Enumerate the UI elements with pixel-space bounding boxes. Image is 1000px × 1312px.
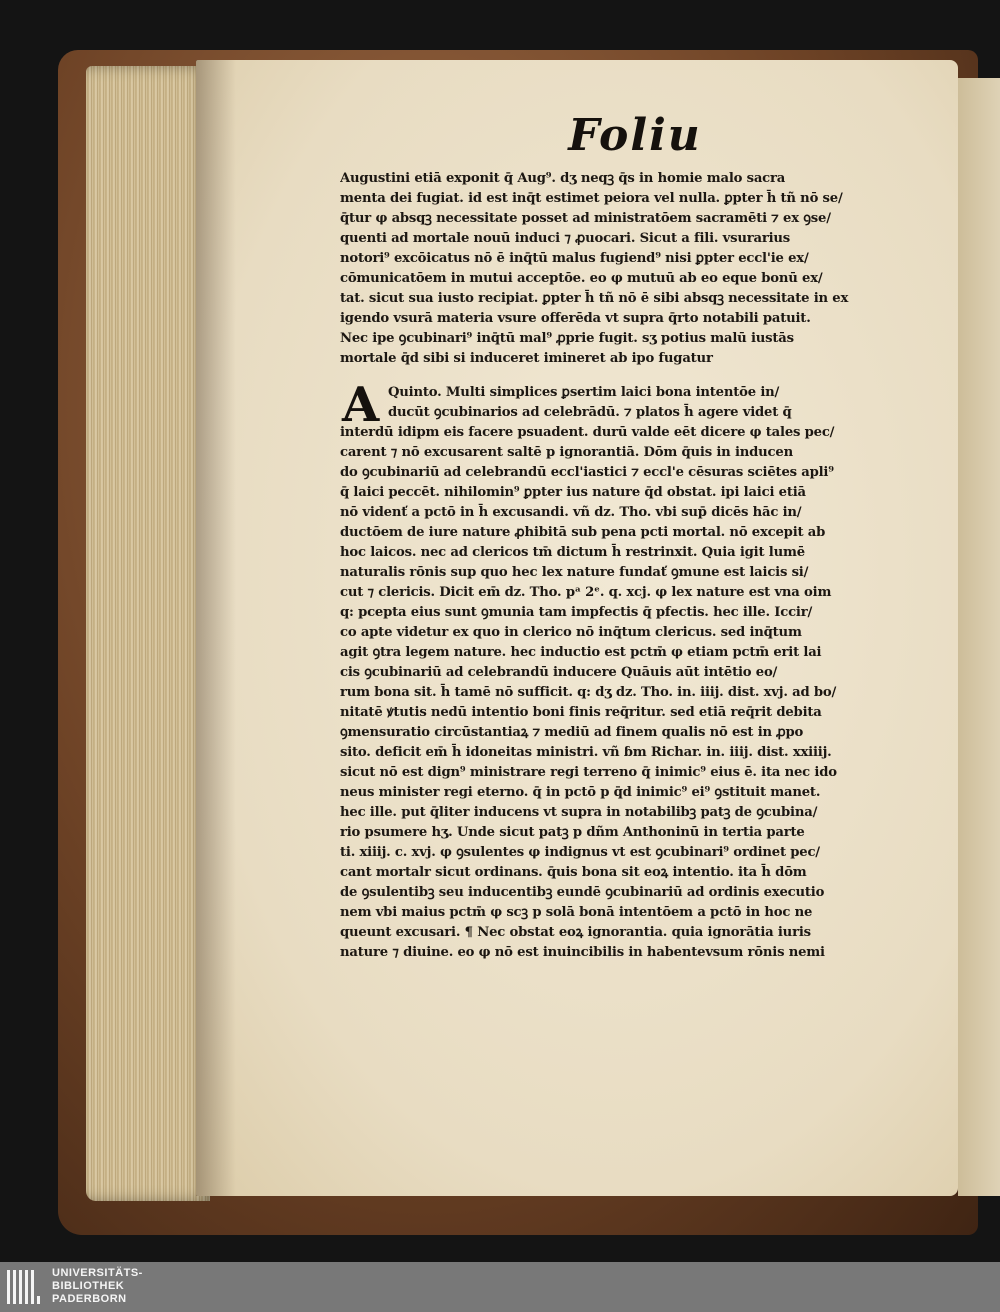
text-line: igendo vsurā materia vsure offerēda vt supra q̄rto notabili patuit. [340, 311, 811, 326]
text-line: q̄ laici peccēt. nihilomin⁹ ꝑpter ius nature q̄d obstat. ipi laici etiā [340, 485, 806, 500]
text-line: Quinto. Multi simplices ꝑsertim laici bona intentōe in/ [388, 385, 780, 400]
library-logo-text [52, 1267, 143, 1306]
text-line: sicut nō est dign⁹ ministrare regi terreno q̄ inimic⁹ eius ē. ita nec ido [340, 765, 837, 780]
running-head: Foliu [568, 110, 702, 161]
text-line: ti. xiiij. c. xvj. φ ꝯsulentes φ indignus vt est ꝯcubinari⁹ ordinet pec/ [340, 845, 820, 860]
logo-line-1: UNIVERSITÄTS- [52, 1267, 143, 1279]
text-line: menta dei fugiat. id est inq̄t estimet peiora vel nulla. ꝑpter h̄ tñ nō se/ [340, 191, 843, 206]
logo-line-3: PADERBORN [52, 1293, 127, 1305]
right-page-edge [958, 78, 1000, 1196]
text-line: interdū idipm eis facere psuadent. durū valde eēt dicere φ tales pec/ [340, 425, 835, 440]
text-line: do ꝯcubinariū ad celebrandū eccl'iastici ⁊ eccl'e cēsuras sciētes apli⁹ [340, 465, 834, 480]
text-line: cōmunicatōem in mutui acceptōe. eo φ mutuū ab eo eque bonū ex/ [340, 271, 823, 286]
text-line: q: pcepta eius sunt ꝯmunia tam impfectis q̄ pfectis. hec ille. Iccir/ [340, 605, 813, 620]
text-block [340, 110, 870, 963]
text-line: cant mortalr sicut ordinans. q̄uis bona sit eoꝝ intentio. ita h̄ dōm [340, 865, 807, 880]
text-line: naturalis rōnis sup quo hec lex nature fundať ꝯmune est laicis si/ [340, 565, 809, 580]
text-line: cut ⁊ clericis. Dicit em̄ dz. Tho. pᵃ 2ᵉ. q. xcj. φ lex nature est vna oim [340, 585, 832, 600]
text-line: agit ꝯtra legem nature. hec inductio est pctm̄ φ etiam pctm̄ erit lai [340, 645, 822, 660]
paragraph-1 [340, 169, 870, 369]
text-line: nem vbi maius pctm̄ φ scꝫ p solā bonā intentōem a pctō in hoc ne [340, 905, 813, 920]
text-line: hec ille. put q̄liter inducens vt supra in notabilibꝫ patꝫ de ꝯcubina/ [340, 805, 818, 820]
text-line: q̄tur φ absqꝫ necessitate posset ad ministratōem sacramēti ⁊ ex ꝯse/ [340, 211, 831, 226]
text-line: Nec ipe ꝯcubinari⁹ inq̄tū mal⁹ ꝓprie fugit. sʒ potius malū iustās [340, 331, 794, 346]
text-line: ꝯmensuratio circūstantiaꝝ ⁊ mediū ad finem qualis nō est in ꝓpo [340, 725, 804, 740]
paragraph-2 [340, 377, 870, 963]
text-line: notori⁹ excōicatus nō ē inq̄tū malus fugiend⁹ nisi ꝑpter eccl'ie ex/ [340, 251, 809, 266]
library-logo-icon [6, 1266, 42, 1308]
text-line: rum bona sit. h̄ tamē nō sufficit. q: dʒ dz. Tho. in. iiij. dist. xvj. ad bo/ [340, 685, 837, 700]
text-line: hoc laicos. nec ad clericos tm̄ dictum h̄ restrinxit. Quia igit lumē [340, 545, 805, 560]
text-line: quenti ad mortale nouū induci ⁊ ꝓuocari. Sicut a fili. vsurarius [340, 231, 790, 246]
page-edges [86, 66, 210, 1201]
initial-letter: A [342, 377, 380, 433]
text-line: nitatē ꝟtutis nedū intentio boni finis req̄ritur. sed etiā req̄rit debita [340, 705, 822, 720]
gutter-shadow [196, 60, 236, 1196]
text-line: mortale q̄d sibi si induceret imineret ab ipo fugatur [340, 351, 713, 366]
text-line: tat. sicut sua iusto recipiat. ꝑpter h̄ tñ nō ē sibi absqꝫ necessitate in ex [340, 291, 849, 306]
text-line: co apte videtur ex quo in clerico nō inq̄tum clericus. sed inq̄tum [340, 625, 802, 640]
text-line: nature ⁊ diuine. eo φ nō est inuincibilis in habentevsum rōnis nemi [340, 945, 825, 960]
text-line: carent ⁊ nō excusarent saltē p ignorantiā. Dōm q̄uis in inducen [340, 445, 793, 460]
text-line: rio psumere hʒ. Unde sicut patꝫ p dñm Anthoninū in tertia parte [340, 825, 805, 840]
text-line: de ꝯsulentibꝫ seu inducentibꝫ eundē ꝯcubinariū ad ordinis executio [340, 885, 825, 900]
text-line: Augustini etiā exponit q̄ Aug⁹. dʒ neqꝫ q̄s in homie malo sacra [340, 171, 786, 186]
text-line: ductōem de iure nature ꝓhibitā sub pena pcti mortal. nō excepit ab [340, 525, 826, 540]
text-line: sito. deficit em̄ h̄ idoneitas ministri. vñ ɓm Richar. in. iiij. dist. xxiiij. [340, 745, 832, 760]
text-line: nō videnť a pctō in h̄ excusandi. vñ dz. Tho. vbi sup̄ dicēs hāc in/ [340, 505, 802, 520]
footer-band [0, 1262, 1000, 1312]
logo-line-2: BIBLIOTHEK [52, 1280, 125, 1292]
text-line: neus minister regi eterno. q̄ in pctō p q̄d inimic⁹ ei⁹ ꝯstituit manet. [340, 785, 821, 800]
text-line: queunt excusari. ¶ Nec obstat eoꝝ ignorantia. quia ignorātia iuris [340, 925, 811, 940]
text-line: ducūt ꝯcubinarios ad celebrādū. ⁊ platos h̄ agere videt q̄ [388, 405, 792, 420]
text-line: cis ꝯcubinariū ad celebrandū inducere Quāuis aūt intētio eo/ [340, 665, 778, 680]
